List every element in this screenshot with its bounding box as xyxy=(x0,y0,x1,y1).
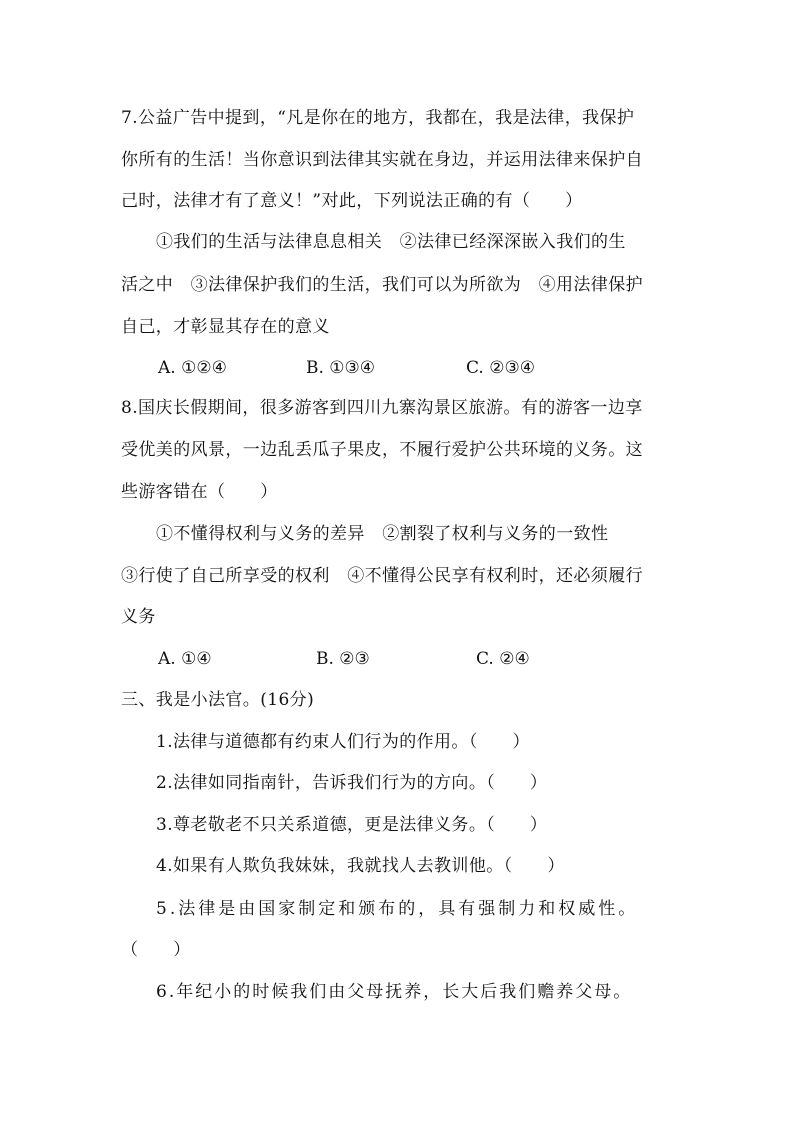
q7-statement-line-2: 活之中 ③法律保护我们的生活，我们可以为所欲为 ④用法律保护 xyxy=(121,275,643,295)
q8-option-c: C. ②④ xyxy=(476,649,530,669)
q8-option-a: A. ①④ xyxy=(158,649,212,669)
q7-option-c: C. ②③④ xyxy=(466,358,535,378)
judge-item-5-brackets: （ ） xyxy=(121,940,191,960)
q8-option-b: B. ②③ xyxy=(316,649,370,669)
q8-statement-line-1: ①不懂得权利与义务的差异 ②割裂了权利与义务的一致性 xyxy=(156,524,609,544)
q7-text-line-1: 7.公益广告中提到，“凡是你在的地方，我都在，我是法律，我保护 xyxy=(121,108,635,128)
judge-item-1: 1.法律与道德都有约束人们行为的作用。（ ） xyxy=(156,732,530,752)
q8-text-line-2: 受优美的风景，一边乱丢瓜子果皮，不履行爱护公共环境的义务。这 xyxy=(121,440,643,460)
q7-text-line-2: 你所有的生活！当你意识到法律其实就在身边，并运用法律来保护自 xyxy=(121,150,643,170)
judge-item-6: 6.年纪小的时候我们由父母抚养，长大后我们赡养父母。 xyxy=(156,982,633,1002)
q7-option-a: A. ①②④ xyxy=(158,358,227,378)
section-3-heading: 三、我是小法官。(16分) xyxy=(121,690,315,710)
q8-text-line-1: 8.国庆长假期间，很多游客到四川九寨沟景区旅游。有的游客一边享 xyxy=(121,398,643,418)
judge-item-3: 3.尊老敬老不只关系道德，更是法律义务。（ ） xyxy=(156,815,548,835)
q7-statement-line-3: 自己，才彰显其存在的意义 xyxy=(121,317,330,337)
judge-item-5: 5.法律是由国家制定和颁布的，具有强制力和权威性。 xyxy=(156,899,639,919)
judge-item-2: 2.法律如同指南针，告诉我们行为的方向。（ ） xyxy=(156,773,548,793)
q8-statement-line-2: ③行使了自己所享受的权利 ④不懂得公民享有权利时，还必须履行 xyxy=(121,566,643,586)
q8-statement-line-3: 义务 xyxy=(121,607,156,627)
q7-option-b: B. ①③④ xyxy=(306,358,376,378)
judge-item-4: 4.如果有人欺负我妹妹，我就找人去教训他。（ ） xyxy=(156,856,565,876)
q8-text-line-3: 些游客错在（ ） xyxy=(121,482,278,502)
q7-text-line-3: 己时，法律才有了意义！”对此，下列说法正确的有（ ） xyxy=(121,191,583,211)
q7-statement-line-1: ①我们的生活与法律息息相关 ②法律已经深深嵌入我们的生 xyxy=(156,232,626,252)
